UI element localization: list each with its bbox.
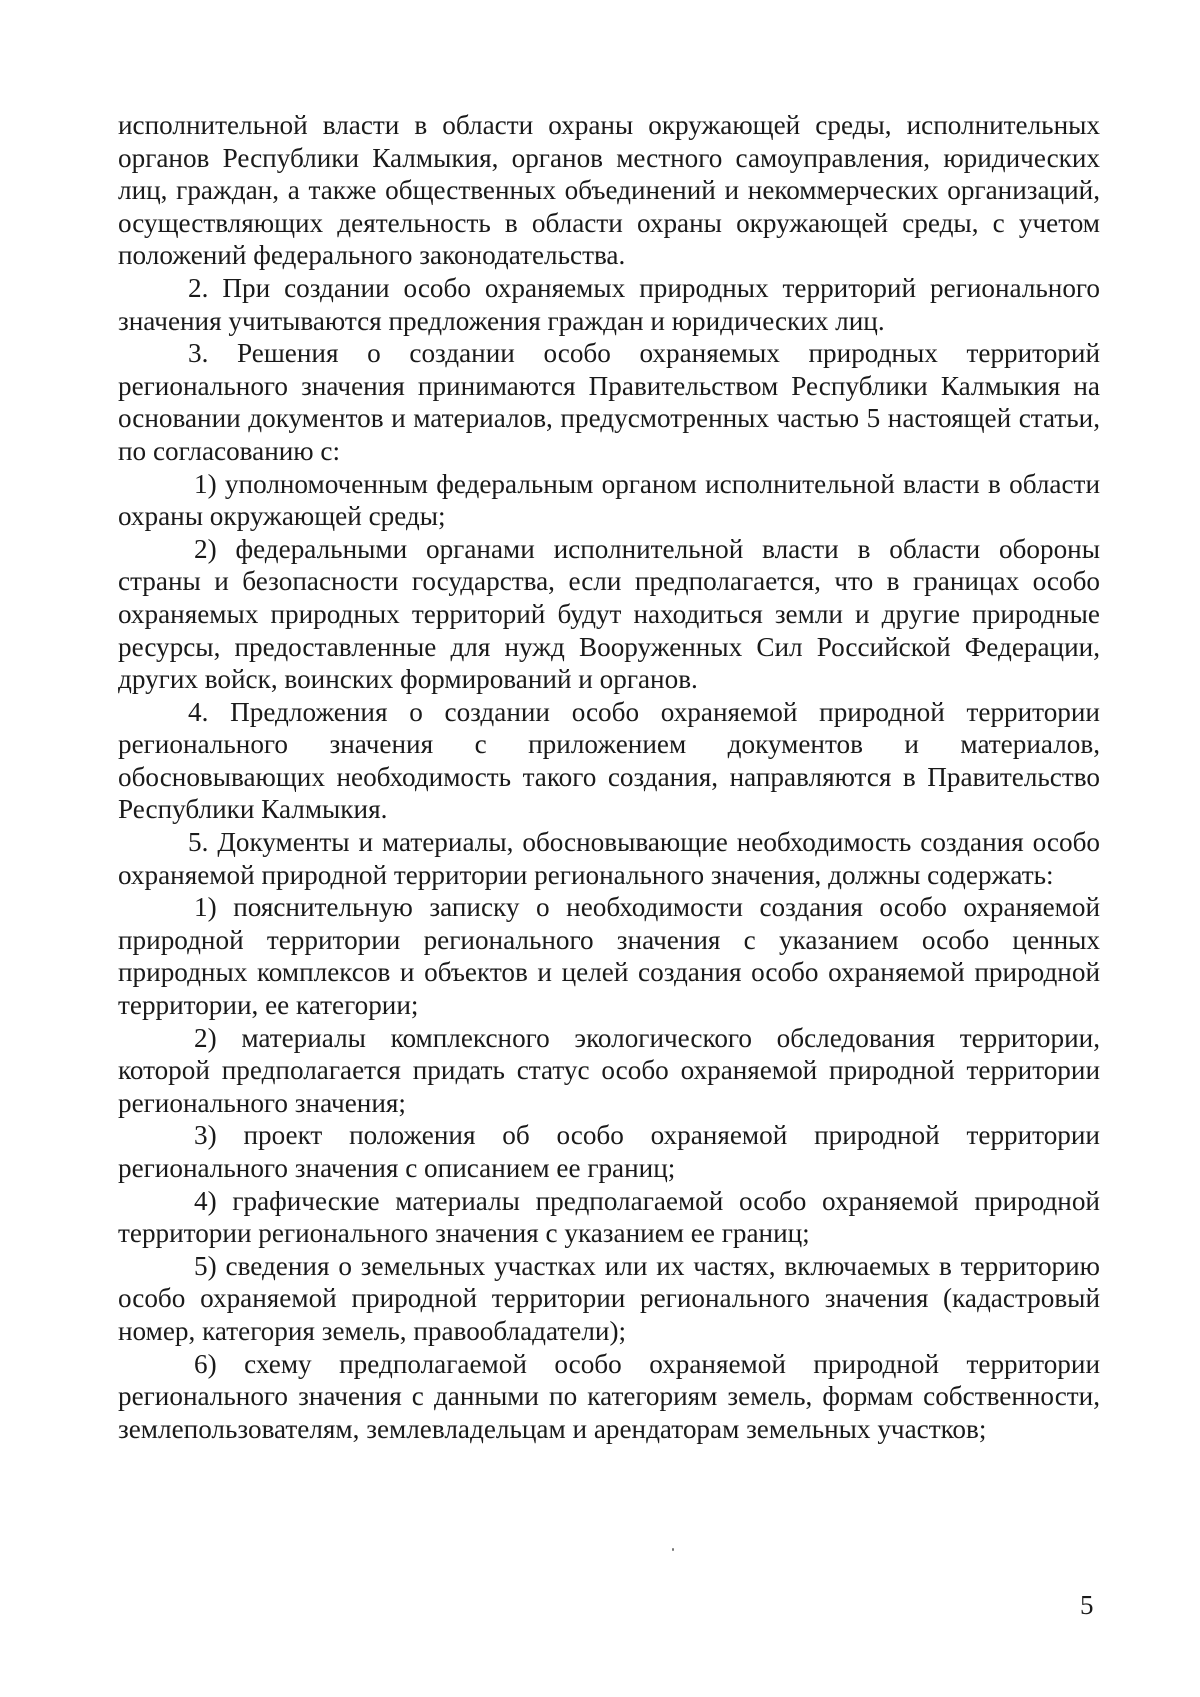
paragraph-subitem-3-2: 2) федеральными органами исполнительной власти в области обороны страны и безопасности государства, если предполагается, что в границах особо охраняемых природных территорий будут находиться земли и другие природные ресурсы, предоставленные для нужд Вооруженных Сил Российской Федерации, других войск, воинских формирований и органов. [118,533,1100,695]
paragraph-item-2: 2. При создании особо охраняемых природных территорий регионального значения учитываются предложения граждан и юридических лиц. [118,272,1100,336]
paragraph-subitem-5-6: 6) схему предполагаемой особо охраняемой природной территории регионального значения с данными по категориям земель, формам собственности, землепользователям, землевладельцам и арендаторам земельных участков; [118,1348,1100,1444]
document-body [118,109,1100,1445]
paragraph-subitem-3-1: 1) уполномоченным федеральным органом исполнительной власти в области охраны окружающей среды; [118,468,1100,532]
paragraph-subitem-5-5: 5) сведения о земельных участках или их частях, включаемых в территорию особо охраняемой природной территории регионального значения (кадастровый номер, категория земель, правообладатели); [118,1250,1100,1346]
scan-speck [672,1548,674,1551]
page-number: 5 [1080,1590,1094,1620]
paragraph-subitem-5-2: 2) материалы комплексного экологического обследования территории, которой предполагается придать статус особо охраняемой природной территории регионального значения; [118,1022,1100,1118]
paragraph-subitem-5-4: 4) графические материалы предполагаемой особо охраняемой природной территории регионального значения с указанием ее границ; [118,1185,1100,1249]
paragraph-subitem-5-3: 3) проект положения об особо охраняемой природной территории регионального значения с описанием ее границ; [118,1120,1100,1183]
paragraph-continuation: исполнительной власти в области охраны окружающей среды, исполнительных органов Республики Калмыкия, органов местного самоуправления, юридических лиц, граждан, а также общественных объединений и некоммерческих организаций, осуществляющих деятельность в области охраны окружающей среды, с учетом положений федерального законодательства. [118,110,1100,271]
paragraph-item-3: 3. Решения о создании особо охраняемых природных территорий регионального значения принимаются Правительством Республики Калмыкия на основании документов и материалов, предусмотренных частью 5 настоящей статьи, по согласованию с: [118,338,1100,466]
paragraph-item-5: 5. Документы и материалы, обосновывающие необходимость создания особо охраняемой природной территории регионального значения, должны содержать: [118,827,1100,890]
paragraph-subitem-5-1: 1) пояснительную записку о необходимости создания особо охраняемой природной территории регионального значения с указанием особо ценных природных комплексов и объектов и целей создания особо охраняемой природной территории, ее категории; [118,892,1100,1021]
paragraph-item-4: 4. Предложения о создании особо охраняемой природной территории регионального значения с приложением документов и материалов, обосновывающих необходимость такого создания, направляются в Правительство Республики Калмыкия. [118,696,1100,825]
